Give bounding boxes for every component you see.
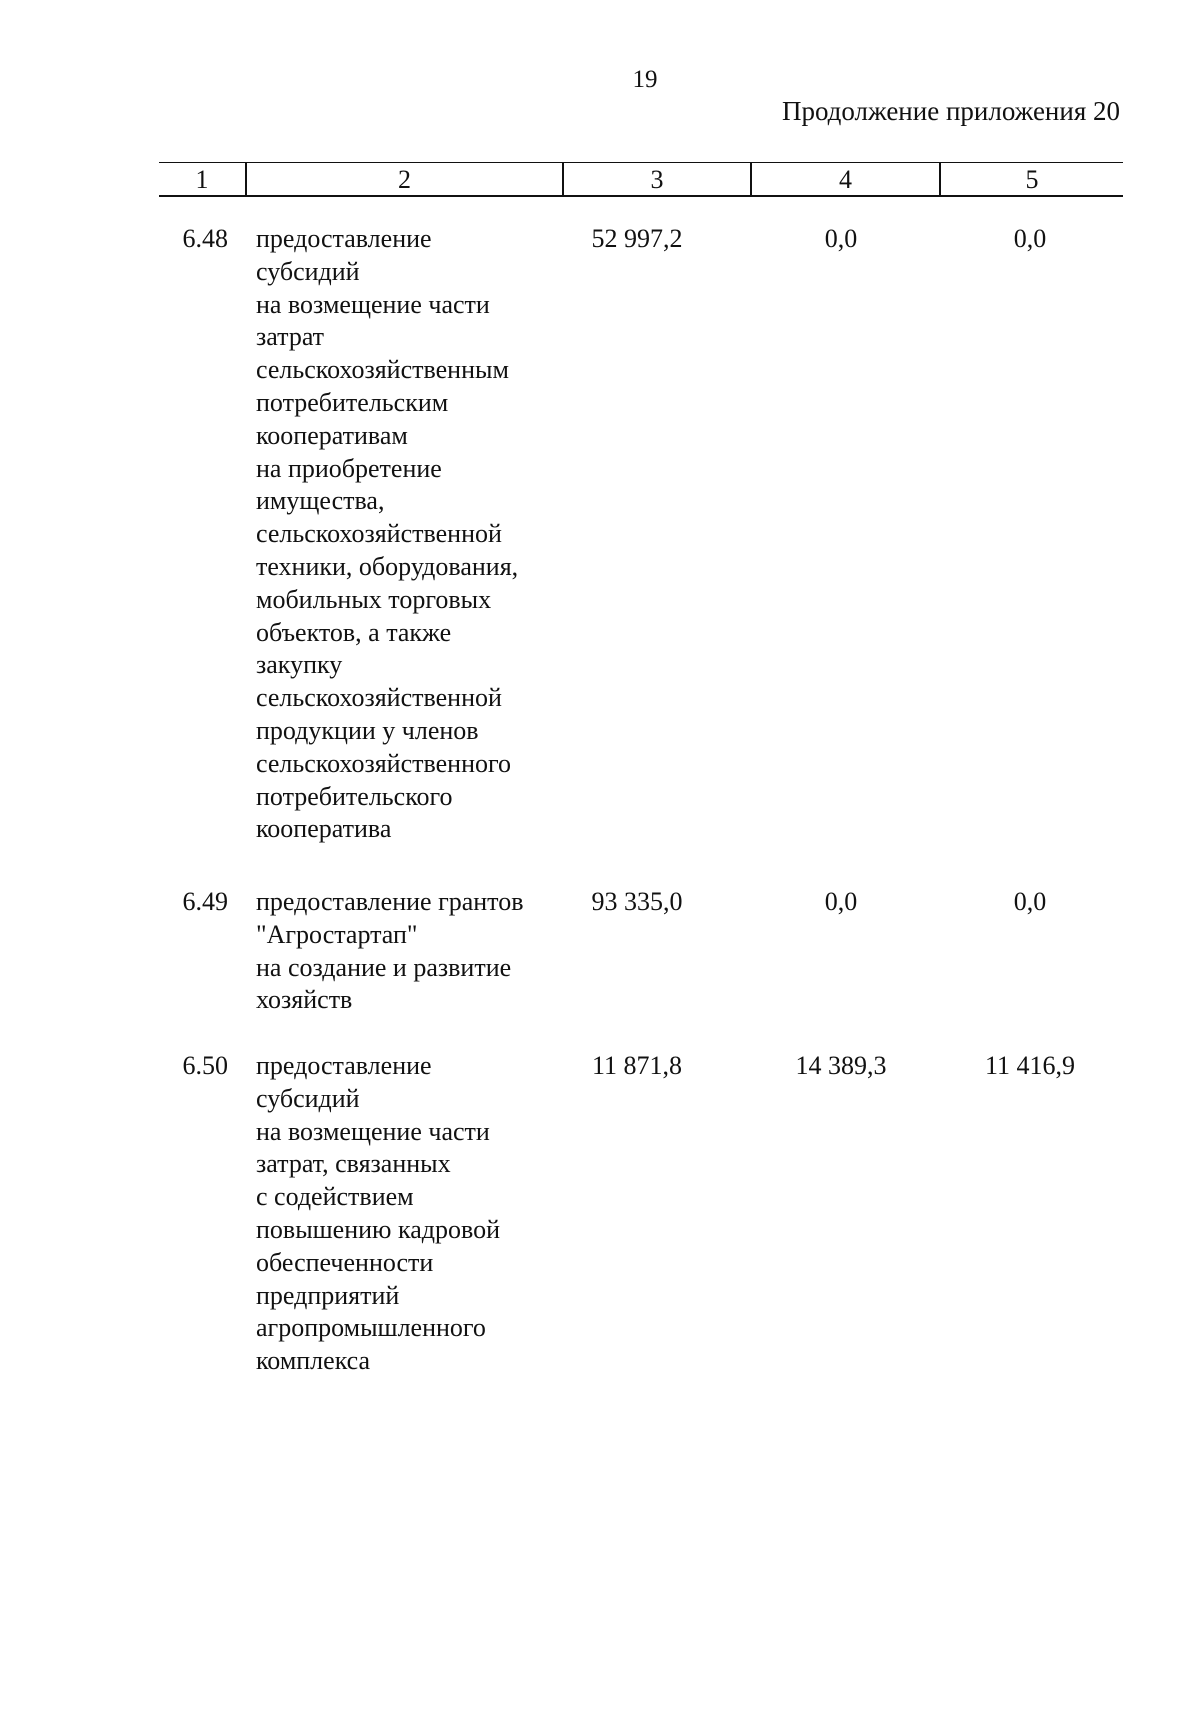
row-description: предоставление субсидий на возмещение части затрат сельскохозяйственным потребительским кооперативам на приобретение имущества, сельскохозяйственной техники, оборудования, мобильных торговых объектов, а также закупку сельскохозяйственной продукции у членов сельскохозяйственного потребительского кооператива	[256, 224, 519, 844]
column-header-2: 2	[398, 165, 411, 194]
row-value-col4: 14 389,3	[795, 1051, 887, 1080]
row-value-col4: 0,0	[824, 224, 858, 253]
column-header-5: 5	[1025, 165, 1039, 194]
page-number: 19	[632, 66, 658, 93]
column-header-4: 4	[839, 165, 852, 194]
row-value-col3: 52 997,2	[591, 224, 683, 253]
row-description: предоставление грантов "Агростартап" на создание и развитие хозяйств	[256, 887, 524, 1015]
row-number: 6.50	[182, 1051, 228, 1080]
row-description: предоставление субсидий на возмещение части затрат, связанных с содействием повышению кадровой обеспеченности предприятий агропромышленного комплекса	[256, 1051, 500, 1376]
row-value-col4: 0,0	[824, 887, 858, 916]
row-value-col5: 0,0	[1013, 887, 1047, 916]
row-value-col5: 0,0	[1013, 224, 1047, 253]
row-value-col3: 11 871,8	[591, 1051, 683, 1080]
appendix-continuation-label: Продолжение приложения 20	[781, 96, 1120, 126]
column-header-3: 3	[650, 165, 664, 194]
row-number: 6.48	[182, 224, 228, 253]
row-number: 6.49	[182, 887, 228, 916]
row-value-col3: 93 335,0	[591, 887, 683, 916]
table-header-row	[159, 162, 1123, 197]
row-value-col5: 11 416,9	[984, 1051, 1076, 1080]
column-header-1: 1	[195, 165, 209, 194]
